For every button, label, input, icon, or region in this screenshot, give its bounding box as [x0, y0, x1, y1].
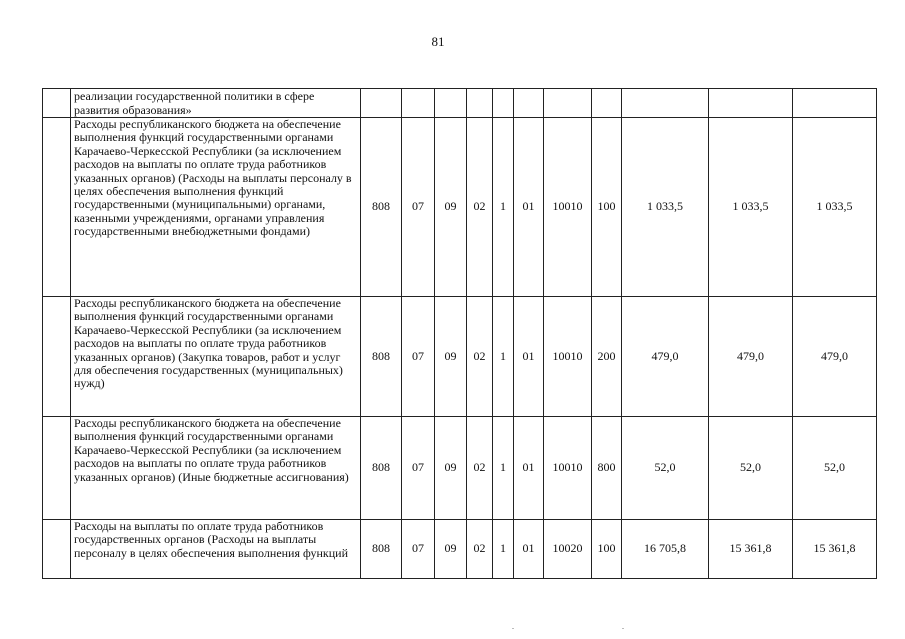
- activity-code-cell: 01: [514, 118, 544, 297]
- amount-cell-1: [622, 89, 709, 118]
- activity-code-cell: 01: [514, 297, 544, 417]
- amount-cell-3: 15 361,8: [793, 520, 877, 579]
- expense-type-cell: 200: [592, 297, 622, 417]
- scan-artifact: [622, 628, 624, 629]
- section-code-cell: 07: [402, 520, 435, 579]
- subprogram-code-cell: 1: [493, 297, 514, 417]
- scan-artifact: [512, 628, 514, 629]
- row-number-cell: [43, 520, 71, 579]
- section-code-cell: 07: [402, 417, 435, 520]
- subsection-code-cell: 09: [435, 417, 467, 520]
- activity-code-cell: 01: [514, 520, 544, 579]
- table-row: [43, 89, 877, 118]
- section-code-cell: [402, 89, 435, 118]
- ministry-code-cell: 808: [361, 417, 402, 520]
- program-code-cell: 02: [467, 417, 493, 520]
- expense-type-cell: 800: [592, 417, 622, 520]
- table-row: [43, 520, 877, 579]
- amount-cell-2: [709, 89, 793, 118]
- description-cell: Расходы республиканского бюджета на обеспечение выполнения функций государственными органами Карачаево-Черкесской Республики (за исключением расходов на выплаты по оплате труда работников указанных органов) (Расходы на выплаты персоналу в целях обеспечения выполнения функций государственными (муниципальными) органами, казенными учреждениями, органами управления государственными внебюджетными фондами): [71, 118, 361, 297]
- ministry-code-cell: 808: [361, 118, 402, 297]
- table-row: [43, 417, 877, 520]
- subprogram-code-cell: 1: [493, 520, 514, 579]
- amount-cell-3: 1 033,5: [793, 118, 877, 297]
- budget-table: [42, 88, 877, 579]
- row-number-cell: [43, 297, 71, 417]
- direction-code-cell: 10010: [544, 118, 592, 297]
- subprogram-code-cell: 1: [493, 417, 514, 520]
- page-number: 81: [431, 34, 445, 49]
- direction-code-cell: 10020: [544, 520, 592, 579]
- program-code-cell: [467, 89, 493, 118]
- program-code-cell: 02: [467, 520, 493, 579]
- subsection-code-cell: [435, 89, 467, 118]
- subsection-code-cell: 09: [435, 118, 467, 297]
- amount-cell-1: 479,0: [622, 297, 709, 417]
- activity-code-cell: [514, 89, 544, 118]
- expense-type-cell: 100: [592, 520, 622, 579]
- ministry-code-cell: [361, 89, 402, 118]
- amount-cell-3: 52,0: [793, 417, 877, 520]
- amount-cell-2: 52,0: [709, 417, 793, 520]
- amount-cell-1: 52,0: [622, 417, 709, 520]
- row-number-cell: [43, 118, 71, 297]
- subprogram-code-cell: 1: [493, 118, 514, 297]
- program-code-cell: 02: [467, 118, 493, 297]
- section-code-cell: 07: [402, 297, 435, 417]
- description-cell: Расходы республиканского бюджета на обеспечение выполнения функций государственными органами Карачаево-Черкесской Республики (за исключением расходов на выплаты по оплате труда работников указанных органов) (Закупка товаров, работ и услуг для обеспечения государственных (муниципальных) нужд): [71, 297, 361, 417]
- expense-type-cell: [592, 89, 622, 118]
- amount-cell-3: 479,0: [793, 297, 877, 417]
- description-cell: реализации государственной политики в сфере развития образования»: [71, 89, 361, 118]
- section-code-cell: 07: [402, 118, 435, 297]
- subprogram-code-cell: [493, 89, 514, 118]
- direction-code-cell: 10010: [544, 297, 592, 417]
- amount-cell-1: 1 033,5: [622, 118, 709, 297]
- amount-cell-2: 1 033,5: [709, 118, 793, 297]
- amount-cell-3: [793, 89, 877, 118]
- amount-cell-2: 479,0: [709, 297, 793, 417]
- program-code-cell: 02: [467, 297, 493, 417]
- expense-type-cell: 100: [592, 118, 622, 297]
- subsection-code-cell: 09: [435, 520, 467, 579]
- subsection-code-cell: 09: [435, 297, 467, 417]
- direction-code-cell: 10010: [544, 417, 592, 520]
- table-row: [43, 297, 877, 417]
- ministry-code-cell: 808: [361, 520, 402, 579]
- amount-cell-1: 16 705,8: [622, 520, 709, 579]
- amount-cell-2: 15 361,8: [709, 520, 793, 579]
- table-row: [43, 118, 877, 297]
- direction-code-cell: [544, 89, 592, 118]
- description-cell: Расходы республиканского бюджета на обеспечение выполнения функций государственными органами Карачаево-Черкесской Республики (за исключением расходов на выплаты по оплате труда работников указанных органов) (Иные бюджетные ассигнования): [71, 417, 361, 520]
- ministry-code-cell: 808: [361, 297, 402, 417]
- activity-code-cell: 01: [514, 417, 544, 520]
- row-number-cell: [43, 89, 71, 118]
- description-cell: Расходы на выплаты по оплате труда работников государственных органов (Расходы на выплаты персоналу в целях обеспечения выполнения функций: [71, 520, 361, 579]
- row-number-cell: [43, 417, 71, 520]
